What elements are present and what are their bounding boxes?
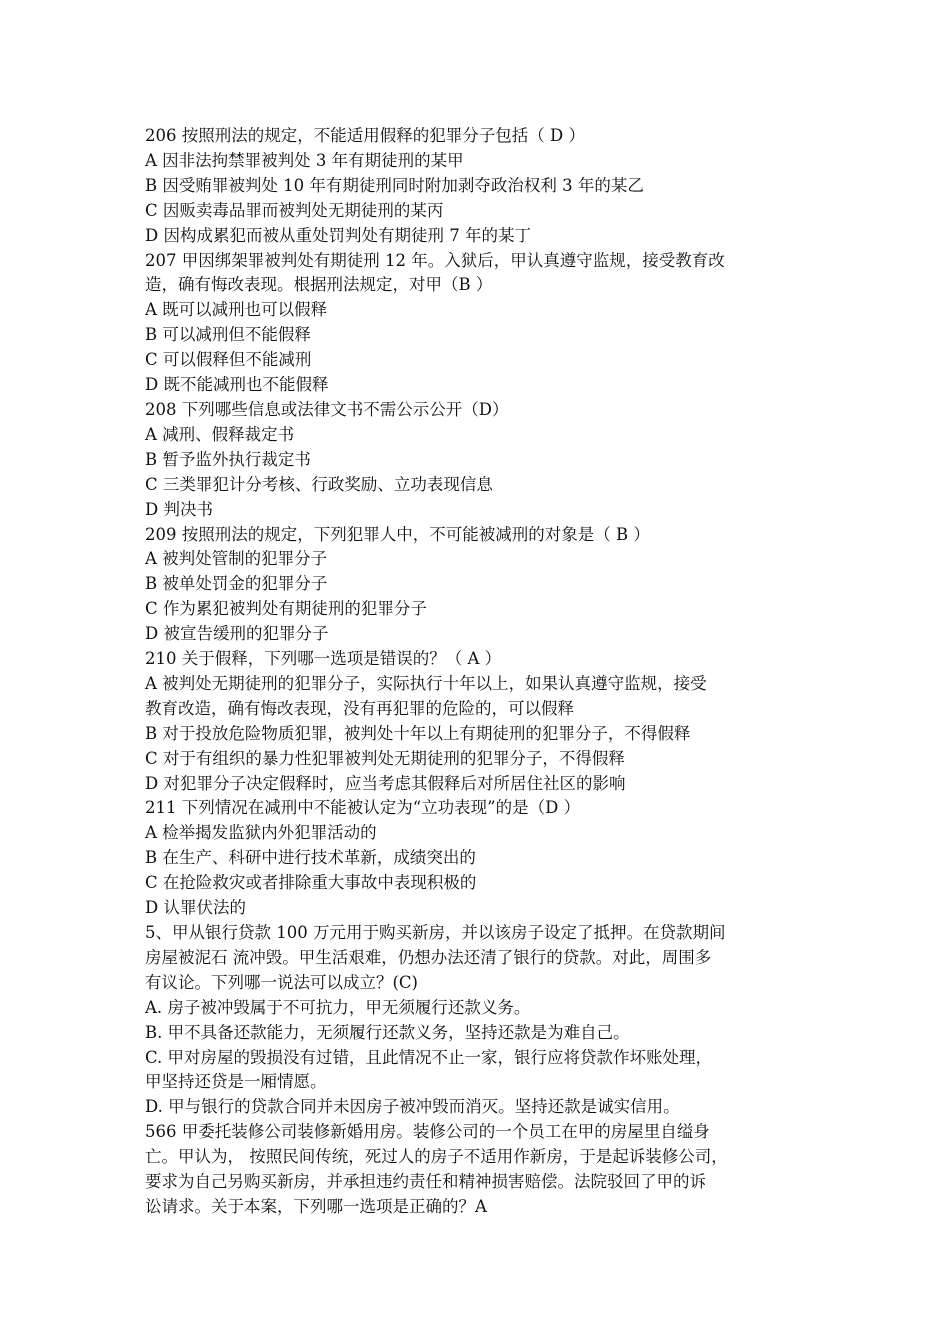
text-line: 要求为自己另购买新房，并承担违约责任和精神损害赔偿。法院驳回了甲的诉	[145, 1172, 706, 1192]
text-line: C 作为累犯被判处有期徒刑的犯罪分子	[145, 599, 427, 619]
text-line: D 判决书	[145, 499, 213, 519]
text-line: 甲坚持还贷是一厢情愿。	[145, 1072, 327, 1092]
text-line: 房屋被泥石 流冲毁。甲生活艰难，仍想办法还清了银行的贷款。对此，周围多	[145, 947, 712, 967]
text-line: 209 按照刑法的规定，下列犯罪人中，不可能被减刑的对象是（ B ）	[145, 524, 650, 544]
text-line: 566 甲委托装修公司装修新婚用房。装修公司的一个员工在甲的房屋里自缢身	[145, 1122, 710, 1142]
text-line: 206 按照刑法的规定，不能适用假释的犯罪分子包括（ D ）	[145, 126, 585, 145]
text-line: B 被单处罚金的犯罪分子	[145, 574, 328, 594]
text-line: 210 关于假释，下列哪一选项是错误的？（ A ）	[145, 649, 502, 669]
text-line: B. 甲不具备还款能力，无须履行还款义务，坚持还款是为难自己。	[145, 1022, 630, 1042]
text-line: C 三类罪犯计分考核、行政奖励、立功表现信息	[145, 474, 493, 494]
text-line: 5、甲从银行贷款 100 万元用于购买新房，并以该房子设定了抵押。在贷款期间	[145, 923, 726, 942]
text-line: B 对于投放危险物质犯罪，被判处十年以上有期徒刑的犯罪分子，不得假释	[145, 723, 691, 743]
text-line: A 因非法拘禁罪被判处 3 年有期徒刑的某甲	[145, 150, 464, 170]
text-line: D 既不能减刑也不能假释	[145, 375, 329, 395]
text-line: B 在生产、科研中进行技术革新，成绩突出的	[145, 848, 476, 868]
text-line: C. 甲对房屋的毁损没有过错，且此情况不止一家，银行应将贷款作坏账处理，	[145, 1047, 713, 1067]
text-line: D 认罪伏法的	[145, 898, 246, 918]
text-line: B 暂予监外执行裁定书	[145, 449, 311, 469]
text-line: 讼请求。关于本案，下列哪一选项是正确的？A	[145, 1196, 487, 1216]
text-line: A 被判处无期徒刑的犯罪分子，实际执行十年以上，如果认真遵守监规，接受	[145, 673, 707, 693]
text-line: D 对犯罪分子决定假释时，应当考虑其假释后对所居住社区的影响	[145, 773, 626, 793]
text-line: C 因贩卖毒品罪而被判处无期徒刑的某丙	[145, 200, 444, 220]
text-line: D. 甲与银行的贷款合同并未因房子被冲毁而消灭。坚持还款是诚实信用。	[145, 1097, 680, 1117]
text-line: 造，确有悔改表现。根据刑法规定，对甲（B ）	[145, 275, 493, 295]
text-line: A 检举揭发监狱内外犯罪活动的	[145, 823, 377, 843]
document-body	[145, 124, 820, 1220]
text-line: 有议论。下列哪一说法可以成立？(C)	[145, 972, 418, 992]
text-line: 208 下列哪些信息或法律文书不需公示公开（D）	[145, 399, 509, 419]
text-line: C 对于有组织的暴力性犯罪被判处无期徒刑的犯罪分子，不得假释	[145, 748, 625, 768]
text-line: A 减刑、假释裁定书	[145, 424, 295, 444]
text-line: C 可以假释但不能减刑	[145, 350, 312, 370]
text-line: 211 下列情况在减刑中不能被认定为“立功表现”的是（D ）	[145, 798, 581, 818]
text-line: C 在抢险救灾或者排除重大事故中表现积极的	[145, 873, 477, 893]
text-line: 教育改造，确有悔改表现，没有再犯罪的危险的，可以假释	[145, 698, 574, 718]
text-line: 亡。甲认为， 按照民间传统，死过人的房子不适用作新房，于是起诉装修公司，	[145, 1147, 728, 1167]
text-line: D 被宣告缓刑的犯罪分子	[145, 624, 329, 644]
text-line: B 因受贿罪被判处 10 年有期徒刑同时附加剥夺政治权利 3 年的某乙	[145, 175, 644, 195]
text-line: A 被判处管制的犯罪分子	[145, 549, 328, 569]
text-line: 207 甲因绑架罪被判处有期徒刑 12 年。入狱后，甲认真遵守监规，接受教育改	[145, 250, 725, 270]
text-line: B 可以减刑但不能假释	[145, 325, 311, 345]
text-line: A 既可以减刑也可以假释	[145, 300, 328, 320]
text-line: D 因构成累犯而被从重处罚判处有期徒刑 7 年的某丁	[145, 225, 531, 245]
text-line: A. 房子被冲毁属于不可抗力，甲无须履行还款义务。	[145, 997, 531, 1017]
